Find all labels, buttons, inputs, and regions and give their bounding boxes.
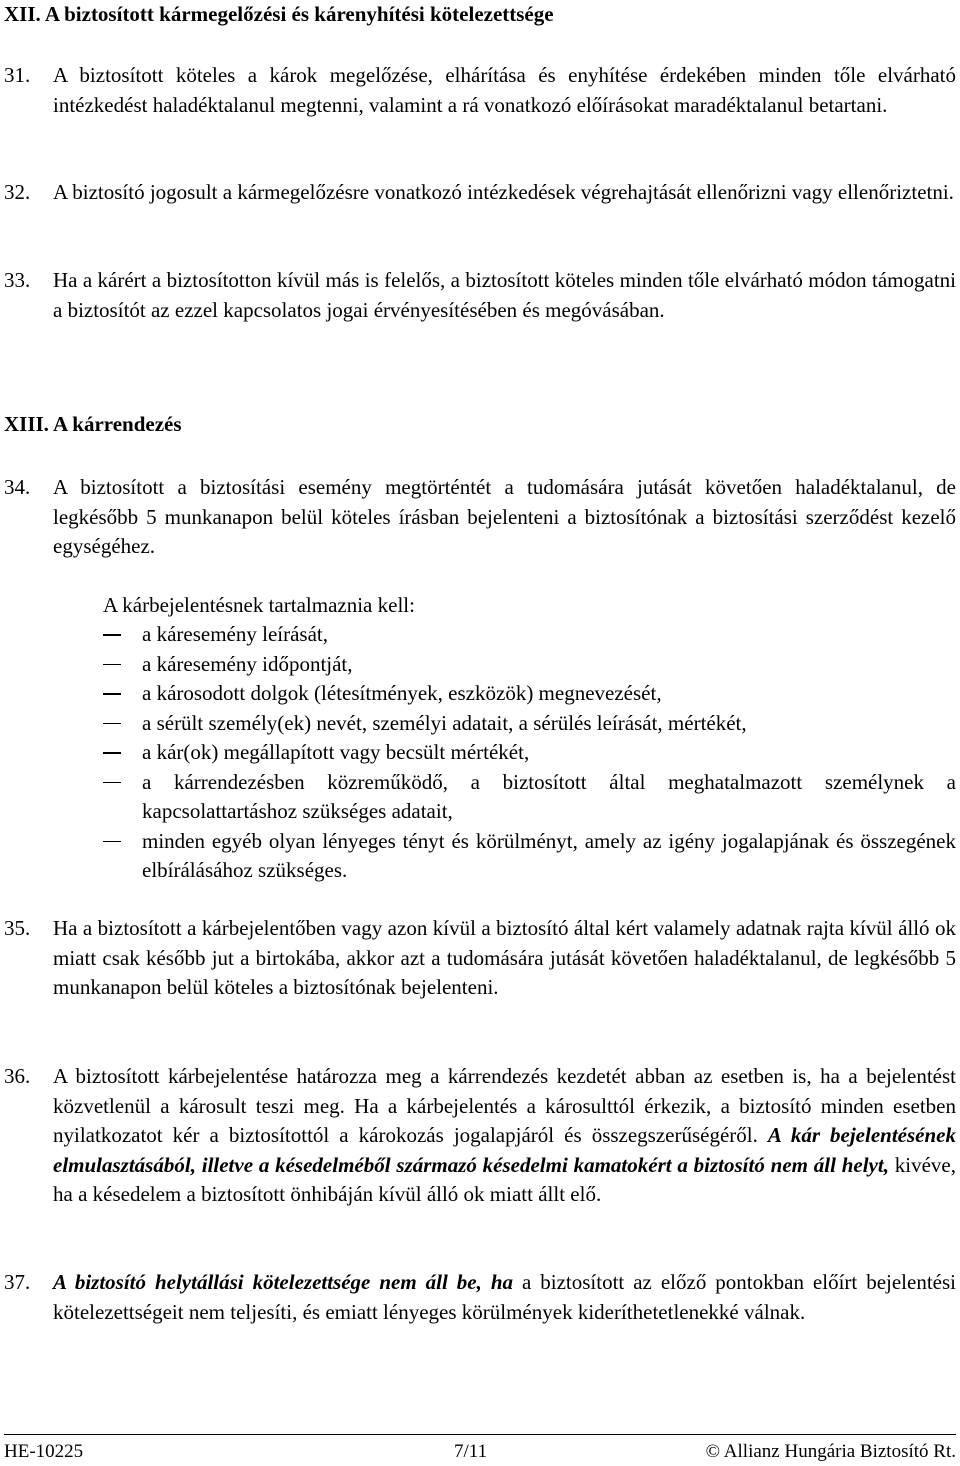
paragraph-34	[4, 473, 956, 562]
paragraph-text: A biztosított kárbejelentése határozza meg a kárrendezés kezdetét abban az esetben is, ha a bejelentést közvetlenül a károsult teszi meg. Ha a kárbejelentés a károsulttól érkezik, a biztosító minden esetben nyilatkozatot kér a biztosítottól a károkozás jogalapjáról és összegszerűségéről.	[53, 1064, 956, 1147]
paragraph-text: A biztosított köteles a károk megelőzése, elhárítása és enyhítése érdekében minden tőle elvárható intézkedést haladéktalanul megtenni, valamint a rá vonatkozó előírásokat maradéktalanul betartani.	[53, 63, 956, 117]
dash-bullet	[103, 723, 121, 725]
paragraph-text: Ha a kárért a biztosítotton kívül más is felelős, a biztosított köteles minden tőle elvárható módon támogatni a biztosítót az ezzel kapcsolatos jogai érvényesítésében és megóvásában.	[53, 268, 956, 322]
emphasized-text: A kár bejelentésének elmulasztásából, illetve a késedelméből származó késedelmi kamatokért a biztosító nem áll helyt,	[53, 1123, 956, 1177]
claim-content-list	[103, 620, 956, 886]
dash-bullet	[103, 693, 121, 695]
paragraph-text: A biztosított a biztosítási esemény megtörténtét a tudomására jutását követően haladéktalanul, de legkésőbb 5 munkanapon belül köteles írásban bejelenteni a biztosítónak a biztosítási szerződést kezelő egységéhez.	[53, 475, 956, 558]
dash-bullet	[103, 841, 121, 843]
paragraph-text: kivéve, ha a késedelem a biztosított önhibáján kívül álló ok miatt állt elő.	[53, 1152, 956, 1206]
footer-copyright: © Allianz Hungária Biztosító Rt.	[705, 1441, 956, 1462]
paragraph-text: a biztosított az előző pontokban előírt bejelentési kötelezettségeit nem teljesíti, és emiatt lényeges körülmények kideríthetetlenekké válnak.	[53, 1270, 956, 1324]
list-item: a káresemény leírását,	[103, 620, 956, 650]
dash-bullet	[103, 782, 121, 784]
dash-bullet	[103, 634, 121, 636]
list-item: a sérült személy(ek) nevét, személyi adatait, a sérülés leírását, mértékét,	[103, 709, 956, 739]
list-item: a károsodott dolgok (létesítmények, eszközök) megnevezését,	[103, 679, 956, 709]
paragraph-number: 32.	[4, 180, 31, 204]
list-item: a káresemény időpontját,	[103, 650, 956, 680]
paragraph-33	[4, 266, 956, 325]
paragraph-number: 31.	[4, 63, 31, 87]
paragraph-number: 33.	[4, 268, 31, 292]
paragraph-text: A biztosító jogosult a kármegelőzésre vonatkozó intézkedések végrehajtását ellenőrizni vagy ellenőriztetni.	[53, 180, 954, 204]
section-xiii-title: XIII. A kárrendezés	[4, 412, 182, 436]
list-intro: A kárbejelentésnek tartalmaznia kell:	[103, 593, 415, 617]
paragraph-31	[4, 61, 956, 120]
paragraph-text: Ha a biztosított a kárbejelentőben vagy azon kívül a biztosító által kért valamely adatnak rajta kívül álló ok miatt csak később jut a birtokába, akkor azt a tudomására jutását követően haladéktalanul, de legkésőbb 5 munkanapon belül köteles a biztosítónak bejelenteni.	[53, 916, 956, 999]
emphasized-text: A biztosító helytállási kötelezettsége nem áll be, ha	[53, 1270, 514, 1294]
list-item: a kárrendezésben közreműködő, a biztosított által meghatalmazott személynek a kapcsolattartáshoz szükséges adatait,	[103, 768, 956, 827]
paragraph-35	[4, 914, 956, 1003]
paragraph-number: 37.	[4, 1270, 31, 1294]
footer-document-code: HE-10225	[4, 1441, 84, 1462]
paragraph-37	[4, 1268, 956, 1327]
paragraph-32	[4, 178, 956, 208]
paragraph-number: 34.	[4, 475, 31, 499]
list-item: a kár(ok) megállapított vagy becsült mértékét,	[103, 738, 956, 768]
dash-bullet	[103, 752, 121, 754]
footer-page-number: 7/11	[454, 1441, 488, 1462]
dash-bullet	[103, 664, 121, 666]
paragraph-number: 35.	[4, 916, 31, 940]
paragraph-36	[4, 1062, 956, 1210]
section-xii-title: XII. A biztosított kármegelőzési és kárenyhítési kötelezettsége	[4, 2, 554, 26]
paragraph-number: 36.	[4, 1064, 31, 1088]
footer-divider	[4, 1434, 956, 1435]
list-item: minden egyéb olyan lényeges tényt és körülményt, amely az igény jogalapjának és összegének elbírálásához szükséges.	[103, 827, 956, 886]
